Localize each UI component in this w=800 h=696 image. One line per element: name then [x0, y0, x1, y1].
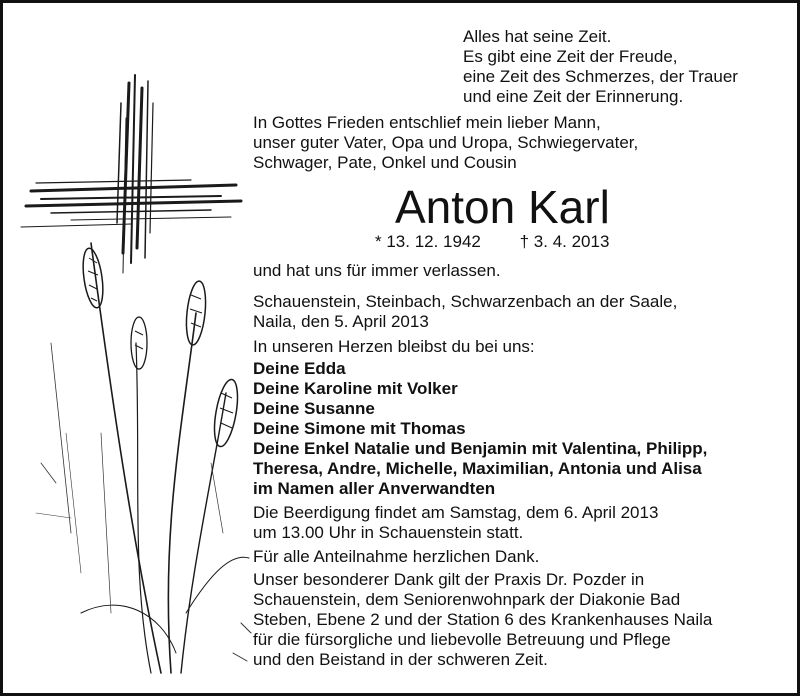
funeral-line: Die Beerdigung findet am Samstag, dem 6. April 2013 [253, 503, 659, 522]
mourner-line: Deine Susanne [253, 399, 375, 418]
motto-line: und eine Zeit der Erinnerung. [463, 87, 684, 106]
intro-line: unser guter Vater, Opa und Uropa, Schwiegervater, [253, 133, 639, 152]
motto-line: Alles hat seine Zeit. [463, 27, 612, 46]
mourner-line: Deine Enkel Natalie und Benjamin mit Valentina, Philipp, [253, 439, 708, 458]
motto-line: eine Zeit des Schmerzes, der Trauer [463, 67, 738, 86]
mourner-line: Theresa, Andre, Michelle, Maximilian, Antonia und Alisa [253, 459, 702, 478]
motto-verse [463, 27, 738, 107]
intro-line: In Gottes Frieden entschlief mein lieber Mann, [253, 113, 601, 132]
life-dates [375, 232, 609, 252]
special-thanks-line: für die fürsorgliche und liebevolle Betreuung und Pflege [253, 630, 671, 649]
thanks-line: Für alle Anteilnahme herzlichen Dank. [253, 547, 540, 566]
special-thanks [253, 570, 712, 670]
mourner-line: Deine Edda [253, 359, 346, 378]
cross-with-wheat-icon [11, 13, 256, 683]
mourner-line: Deine Karoline mit Volker [253, 379, 458, 398]
special-thanks-line: und den Beistand in der schweren Zeit. [253, 650, 548, 669]
deceased-name: Anton Karl [395, 181, 610, 233]
motto-line: Es gibt eine Zeit der Freude, [463, 47, 678, 66]
date-line: Naila, den 5. April 2013 [253, 312, 429, 331]
funeral-line: um 13.00 Uhr in Schauenstein statt. [253, 523, 524, 542]
funeral-info [253, 503, 658, 543]
hearts-line: In unseren Herzen bleibst du bei uns: [253, 337, 535, 356]
special-thanks-line: Schauenstein, dem Seniorenwohnpark der Diakonie Bad [253, 590, 681, 609]
place-line: Schauenstein, Steinbach, Schwarzenbach an der Saale, [253, 292, 678, 311]
intro-line: Schwager, Pate, Onkel und Cousin [253, 153, 517, 172]
place-and-date [253, 292, 677, 332]
special-thanks-line: Unser besonderer Dank gilt der Praxis Dr. Pozder in [253, 570, 645, 589]
mourner-line: Deine Simone mit Thomas [253, 419, 466, 438]
family-mourners [253, 359, 707, 499]
passed-away-text: und hat uns für immer verlassen. [253, 261, 501, 280]
death-date: † 3. 4. 2013 [519, 232, 610, 251]
mourner-line: im Namen aller Anverwandten [253, 479, 496, 498]
birth-date: * 13. 12. 1942 [375, 232, 481, 251]
intro-text [253, 113, 638, 173]
special-thanks-line: Steben, Ebene 2 und der Station 6 des Krankenhauses Naila [253, 610, 713, 629]
